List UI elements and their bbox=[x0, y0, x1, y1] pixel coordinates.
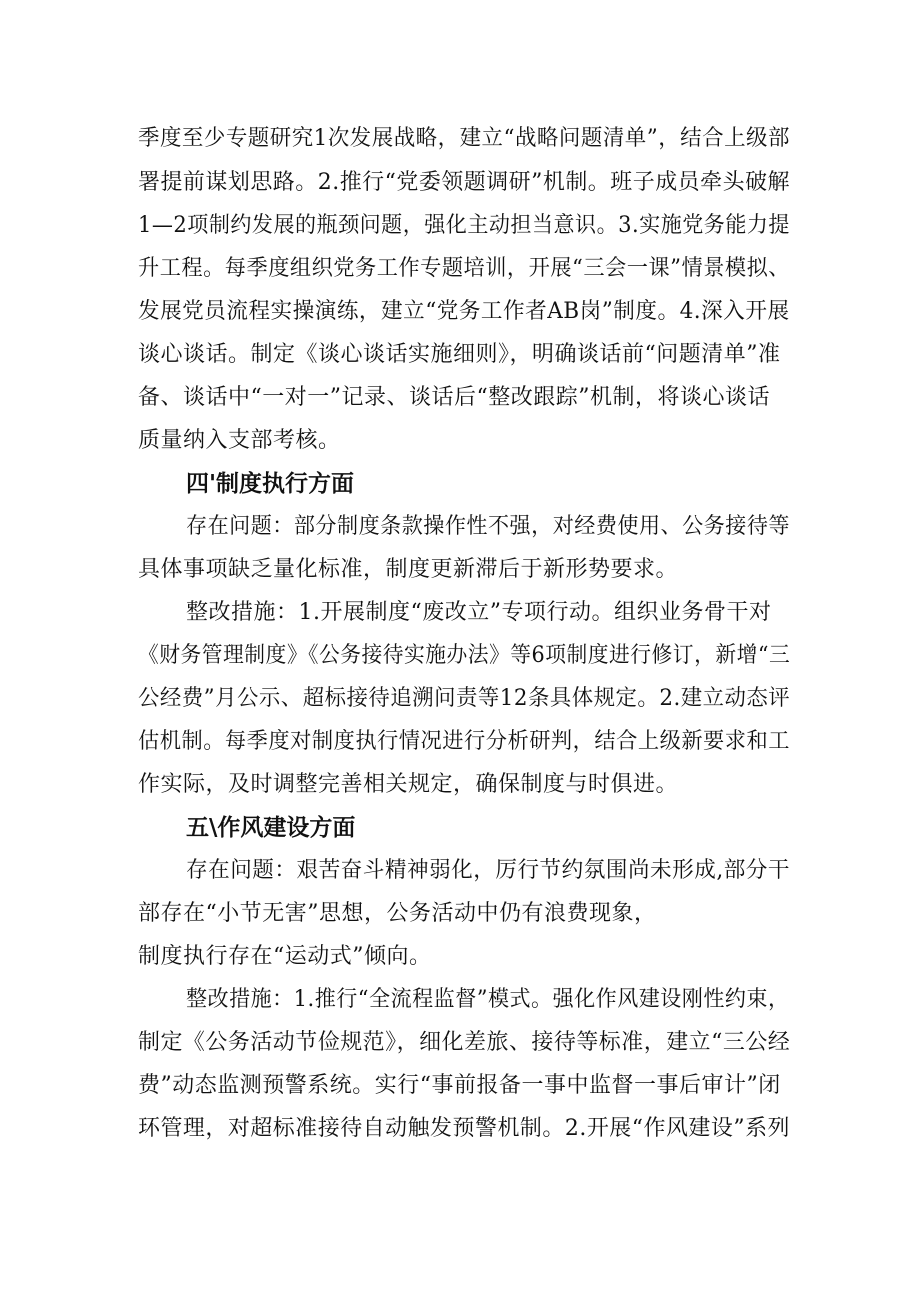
paragraph-first-line: 整改措施：1.开展制度“废改立”专项行动。组织业务骨干对 bbox=[186, 600, 772, 625]
paragraph-first-line: 存在问题：部分制度条款操作性不强，对经费使用、公务接待等 bbox=[186, 514, 790, 539]
text-line: 发展党员流程实操演练，建立“党务工作者AB岗”制度。4.深入开展 bbox=[138, 299, 790, 324]
text-line: 质量纳入支部考核。 bbox=[138, 428, 341, 453]
text-line: 备、谈话中“一对一”记录、谈话后“整改跟踪”机制，将谈心谈话 bbox=[138, 385, 770, 410]
text-line: 部存在“小节无害”思想，公务活动中仍有浪费现象， bbox=[138, 901, 657, 926]
section-heading-5: 五\作风建设方面 bbox=[186, 815, 356, 841]
text-line: 署提前谋划思路。2.推行“党委领题调研”机制。班子成员牵头破解 bbox=[138, 170, 791, 195]
text-line: 制度执行存在“运动式”倾向。 bbox=[138, 944, 432, 969]
text-line: 估机制。每季度对制度执行情况进行分析研判，结合上级新要求和工 bbox=[138, 729, 790, 754]
text-line: 制定《公务活动节俭规范》，细化差旅、接待等标准，建立“三公经 bbox=[138, 1030, 791, 1055]
text-line: 升工程。每季度组织党务工作专题培训，开展“三会一课”情景模拟、 bbox=[138, 256, 791, 281]
text-line: 季度至少专题研究1次发展战略，建立“战略问题清单”，结合上级部 bbox=[138, 126, 790, 151]
text-line: 谈心谈话。制定《谈心谈话实施细则》，明确谈话前“问题清单”准 bbox=[138, 342, 781, 367]
text-line: 《财务管理制度》《公务接待实施办法》等6项制度进行修订，新增“三 bbox=[138, 643, 791, 668]
text-line: 具体事项缺乏量化标准，制度更新滞后于新形势要求。 bbox=[138, 557, 679, 582]
text-line: 环管理，对超标准接待自动触发预警机制。2.开展“作风建设”系列 bbox=[138, 1116, 791, 1141]
paragraph-first-line: 整改措施：1.推行“全流程监督”模式。强化作风建设刚性约束， bbox=[186, 987, 790, 1012]
text-line: 作实际，及时调整完善相关规定，确保制度与时俱进。 bbox=[138, 772, 679, 797]
text-line: 1—2项制约发展的瓶颈问题，强化主动担当意识。3.实施党务能力提 bbox=[138, 213, 790, 238]
text-line: 公经费”月公示、超标接待追溯问责等12条具体规定。2.建立动态评 bbox=[138, 686, 791, 711]
paragraph-first-line: 存在问题：艰苦奋斗精神弱化，厉行节约氛围尚未形成,部分干 bbox=[186, 858, 790, 883]
section-heading-4: 四'制度执行方面 bbox=[186, 471, 355, 497]
text-line: 费”动态监测预警系统。实行“事前报备一事中监督一事后审计”闭 bbox=[138, 1073, 781, 1098]
